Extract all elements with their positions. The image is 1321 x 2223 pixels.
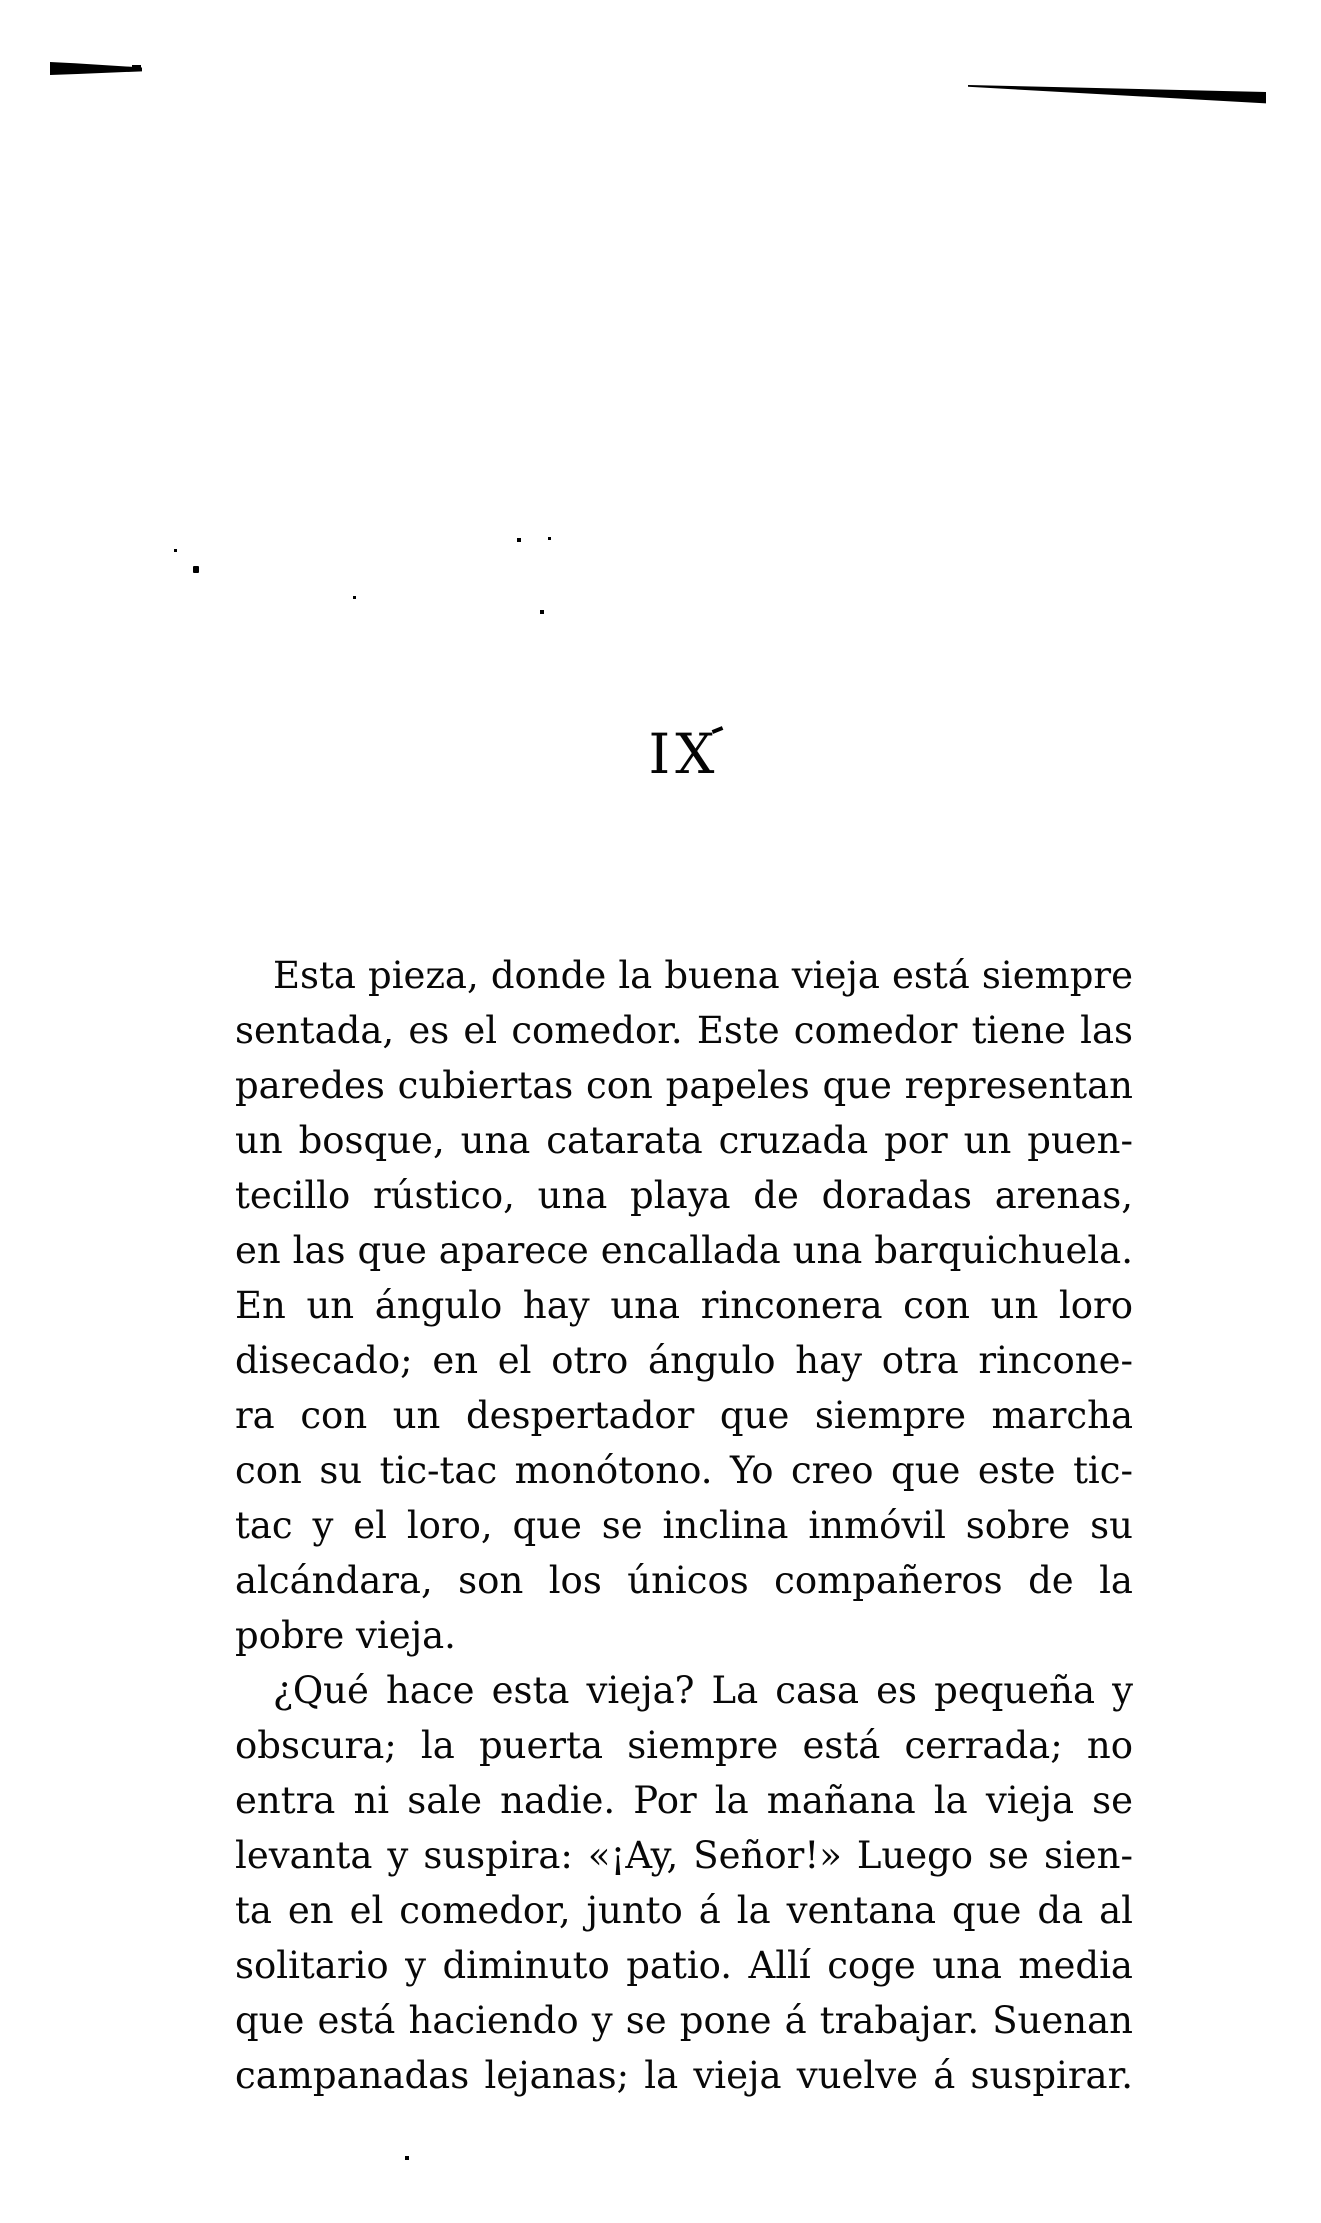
text-line: alcándara, son los únicos compañeros de la [235, 1559, 1133, 1602]
text-line: Esta pieza, donde la buena vieja está siempre [273, 954, 1133, 997]
ink-speck [193, 566, 199, 573]
text-line: ra con un despertador que siempre marcha [235, 1394, 1133, 1437]
text-line: En un ángulo hay una rinconera con un loro [235, 1284, 1133, 1327]
text-line: paredes cubiertas con papeles que representan [235, 1064, 1133, 1107]
chapter-heading: IX [648, 722, 720, 786]
body-text [235, 948, 1133, 2103]
ink-speck [548, 537, 551, 540]
text-line: entra ni sale nadie. Por la mañana la vieja se [235, 1779, 1133, 1822]
scan-streak-top-left-dash [132, 65, 141, 68]
text-line: tac y el loro, que se inclina inmóvil sobre su [235, 1504, 1133, 1547]
ink-speck [540, 610, 544, 614]
text-line: pobre vieja. [235, 1614, 456, 1657]
text-line: obscura; la puerta siempre está cerrada; no [235, 1724, 1133, 1767]
text-line: campanadas lejanas; la vieja vuelve á suspirar. [235, 2054, 1133, 2097]
text-line: solitario y diminuto patio. Allí coge una media [235, 1944, 1133, 1987]
text-line: disecado; en el otro ángulo hay otra rincone- [235, 1339, 1133, 1382]
text-line: sentada, es el comedor. Este comedor tiene las [235, 1009, 1133, 1052]
text-line: ta en el comedor, junto á la ventana que da al [235, 1889, 1133, 1932]
text-line: en las que aparece encallada una barquichuela. [235, 1229, 1133, 1272]
scan-streak-top-left [50, 62, 142, 75]
text-line: levanta y suspira: «¡Ay, Señor!» Luego se sien- [235, 1834, 1133, 1877]
text-line: que está haciendo y se pone á trabajar. Suenan [235, 1999, 1133, 2042]
text-line: un bosque, una catarata cruzada por un puen- [235, 1119, 1133, 1162]
text-line: con su tic-tac monótono. Yo creo que este tic- [235, 1449, 1133, 1492]
text-line: tecillo rústico, una playa de doradas arenas, [235, 1174, 1133, 1217]
text-line: ¿Qué hace esta vieja? La casa es pequeña y [273, 1669, 1133, 1712]
ink-speck [174, 549, 177, 552]
scan-streak-top-right [968, 84, 1266, 104]
ink-speck [353, 596, 356, 599]
ink-speck [517, 538, 521, 542]
ink-speck [405, 2156, 409, 2160]
